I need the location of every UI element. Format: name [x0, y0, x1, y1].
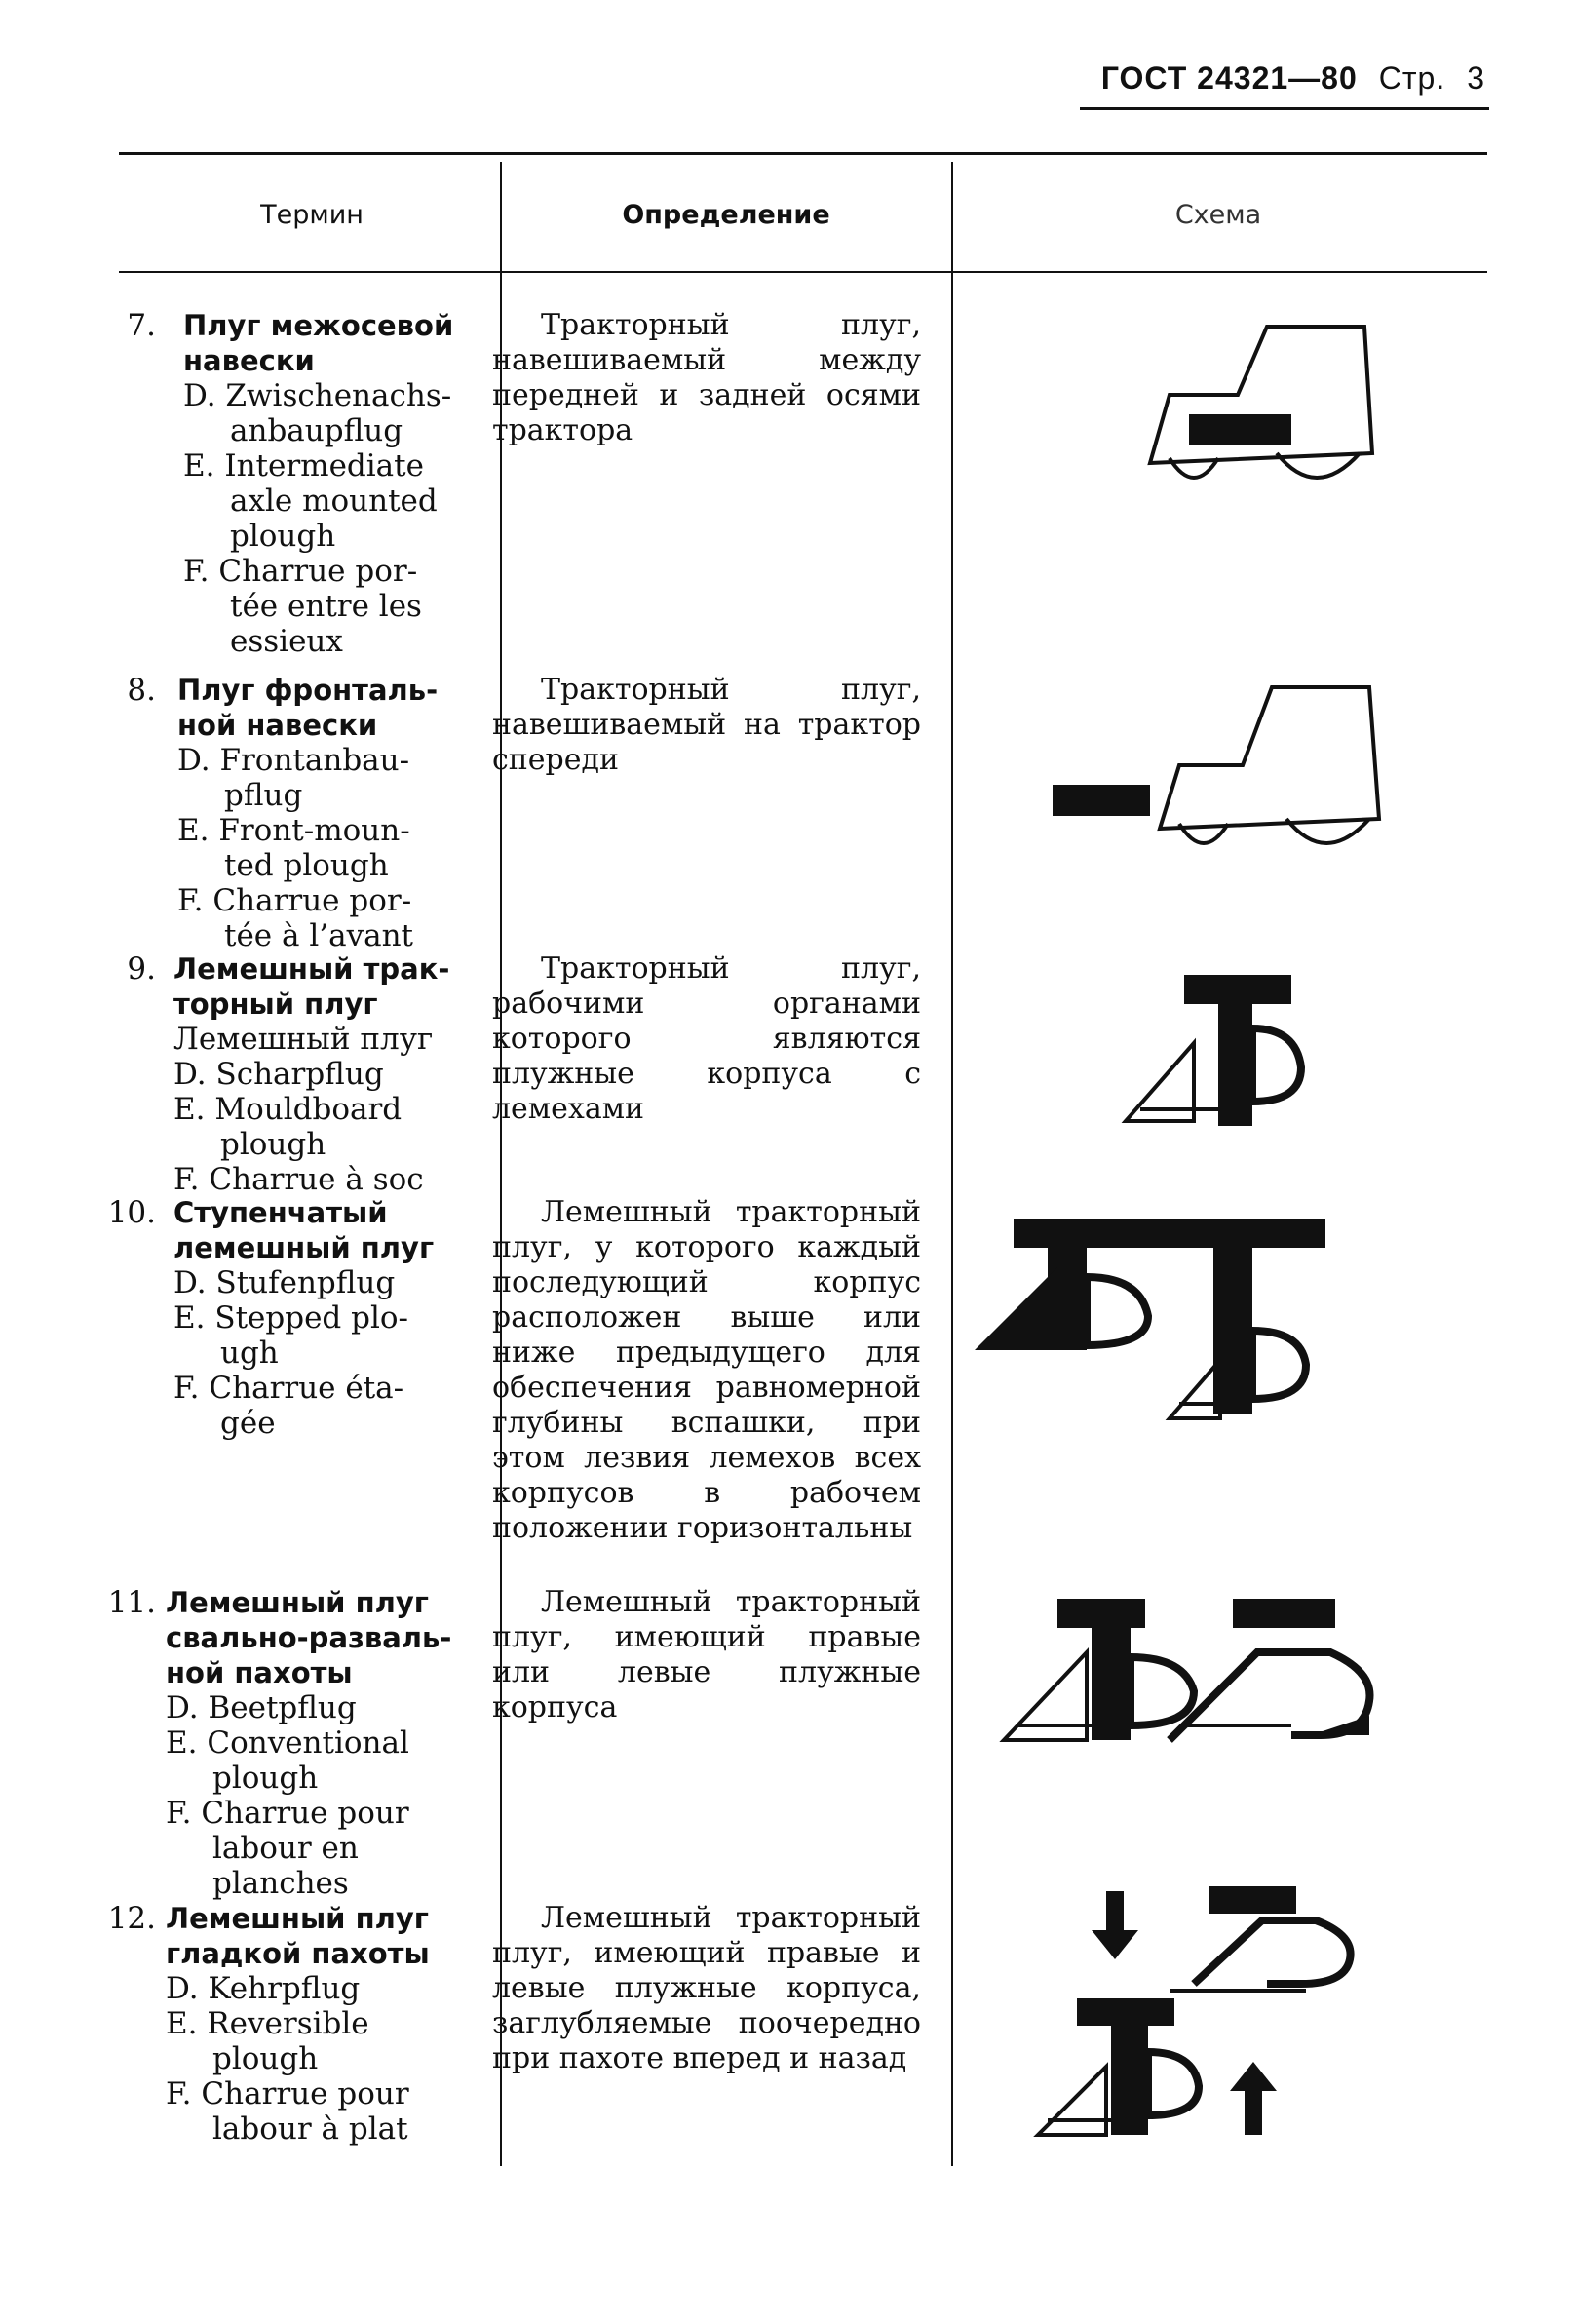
definition-text: Лемешный тракторный плуг, имеющий правые и левые плужные корпуса, заглубляемые поочередно при пахоте вперед и назад [492, 1901, 921, 2075]
term-translation: Scharpflug [215, 1057, 384, 1092]
term-number: 10. [107, 1195, 156, 1230]
term-translation: tée à l’avant [224, 918, 414, 953]
column-divider-2 [951, 162, 953, 2166]
column-header-term: Термин [260, 200, 364, 230]
term-ru: навески [183, 344, 315, 377]
term-translation: Charrue pour [201, 2076, 409, 2111]
term-number: 7. [127, 308, 156, 343]
column-header-schema: Схема [1174, 200, 1262, 230]
standard-number: ГОСТ 24321—80 [1100, 60, 1358, 96]
term-ru: Плуг межосевой [183, 309, 454, 342]
term-translation: Mouldboard [214, 1092, 403, 1127]
term-cell [173, 951, 505, 1197]
conventional-plough-schema [999, 1599, 1379, 1755]
header-underline [1080, 107, 1489, 110]
term-translation: plough [230, 519, 336, 554]
term-ru: Лемешный плуг [166, 1586, 429, 1619]
term-translation: Stufenpflug [215, 1265, 396, 1300]
definition-cell [492, 1195, 921, 1546]
term-translation: axle mounted [230, 484, 438, 519]
term-translation: Beetpflug [208, 1690, 357, 1725]
term-translation: plough [212, 1761, 319, 1796]
lang-code: F. [177, 883, 204, 918]
page-number: 3 [1467, 60, 1485, 96]
term-ru: ной навески [177, 709, 378, 742]
definition-text: Лемешный тракторный плуг, у которого каждый последующий корпус расположен выше или ниже предыдущего для обеспечения равномерной глубины вспашки, при этом лезвия лемехов всех корпусов в рабочем положении горизонтальны [492, 1195, 921, 1545]
mouldboard-plough-schema [1121, 975, 1345, 1131]
term-cell [166, 1901, 497, 2147]
lang-code: D. [173, 1265, 207, 1300]
lang-code: F. [166, 2076, 192, 2111]
lang-code: F. [173, 1162, 200, 1197]
term-ru: Лемешный трак- [173, 952, 450, 986]
term-translation: Stepped plo- [214, 1300, 409, 1336]
term-cell [173, 1195, 505, 1441]
definition-text: Тракторный плуг, навешиваемый на трактор спереди [492, 673, 921, 777]
column-header-definition: Определение [622, 200, 830, 230]
term-translation: pflug [224, 778, 303, 813]
term-number: 8. [127, 673, 156, 708]
definition-cell [492, 951, 921, 1127]
term-translation: Conventional [207, 1725, 409, 1761]
table-top-rule [119, 152, 1487, 155]
term-translation: labour en [212, 1831, 359, 1866]
term-ru: гладкой пахоты [166, 1937, 430, 1970]
definition-text: Тракторный плуг, навешиваемый между передней и задней осями трактора [492, 308, 921, 447]
term-translation: Front-moun- [218, 813, 410, 848]
term-ru: Плуг фронталь- [177, 674, 439, 707]
term-translation: Kehrpflug [208, 1971, 361, 2006]
lang-code: D. [173, 1057, 207, 1092]
lang-code: E. [183, 448, 215, 484]
term-translation: ted plough [224, 848, 389, 883]
term-ru: лемешный плуг [173, 1231, 435, 1264]
lang-code: E. [173, 1300, 206, 1336]
term-ru: торный плуг [173, 988, 378, 1021]
definition-cell [492, 1585, 921, 1725]
definition-text: Лемешный тракторный плуг, имеющий правые или левые плужные корпуса [492, 1585, 921, 1724]
stepped-plough-schema [965, 1219, 1355, 1423]
term-ru: Лемешный плуг [166, 1902, 429, 1935]
lang-code: E. [166, 1725, 198, 1761]
term-cell [177, 673, 499, 953]
lang-code: D. [183, 378, 216, 413]
term-translation: Intermediate [224, 448, 424, 484]
lang-code: F. [166, 1796, 192, 1831]
term-number: 12. [107, 1901, 156, 1936]
definition-cell [492, 308, 921, 448]
lang-code: E. [177, 813, 210, 848]
term-translation: essieux [230, 624, 343, 659]
term-translation: Reversible [207, 2006, 369, 2041]
lang-code: E. [173, 1092, 206, 1127]
lang-code: D. [166, 1690, 199, 1725]
term-translation: plough [220, 1127, 326, 1162]
lang-code: F. [173, 1371, 200, 1406]
definition-cell [492, 673, 921, 778]
lang-code: F. [183, 554, 210, 589]
page-label: Стр. [1378, 60, 1446, 96]
definition-text: Тракторный плуг, рабочими органами которого являются плужные корпуса с лемехами [492, 951, 921, 1126]
reversible-plough-schema [1023, 1881, 1374, 2145]
page-header [1101, 60, 1485, 97]
term-cell [183, 308, 505, 659]
term-translation: Zwischenachs- [225, 378, 452, 413]
term-translation: Charrue éta- [209, 1371, 404, 1406]
term-translation: gée [220, 1406, 276, 1441]
tractor-frontmount-schema [1043, 673, 1384, 868]
term-translation: tée entre les [230, 589, 422, 624]
term-translation: ugh [220, 1336, 279, 1371]
lang-code: D. [177, 743, 211, 778]
term-translation: Charrue por- [218, 554, 418, 589]
term-ru: ной пахоты [166, 1656, 353, 1689]
term-translation: planches [212, 1866, 349, 1901]
term-translation: labour à plat [212, 2111, 408, 2147]
term-cell [166, 1585, 497, 1901]
tractor-midmount-schema [1140, 317, 1384, 502]
table-header-rule [119, 271, 1487, 273]
term-ru: свально-разваль- [166, 1621, 452, 1654]
term-translation: Charrue à soc [209, 1162, 424, 1197]
term-translation: Frontanbau- [219, 743, 410, 778]
term-translation: anbaupflug [230, 413, 403, 448]
term-translation: Charrue por- [212, 883, 412, 918]
term-number: 9. [127, 951, 156, 987]
lang-code: E. [166, 2006, 198, 2041]
term-translation: plough [212, 2041, 319, 2076]
lang-code: D. [166, 1971, 199, 2006]
term-translation: Charrue pour [201, 1796, 409, 1831]
term-alt: Лемешный плуг [173, 1022, 434, 1057]
term-ru: Ступенчатый [173, 1196, 388, 1229]
term-number: 11. [107, 1585, 156, 1620]
definition-cell [492, 1901, 921, 2076]
